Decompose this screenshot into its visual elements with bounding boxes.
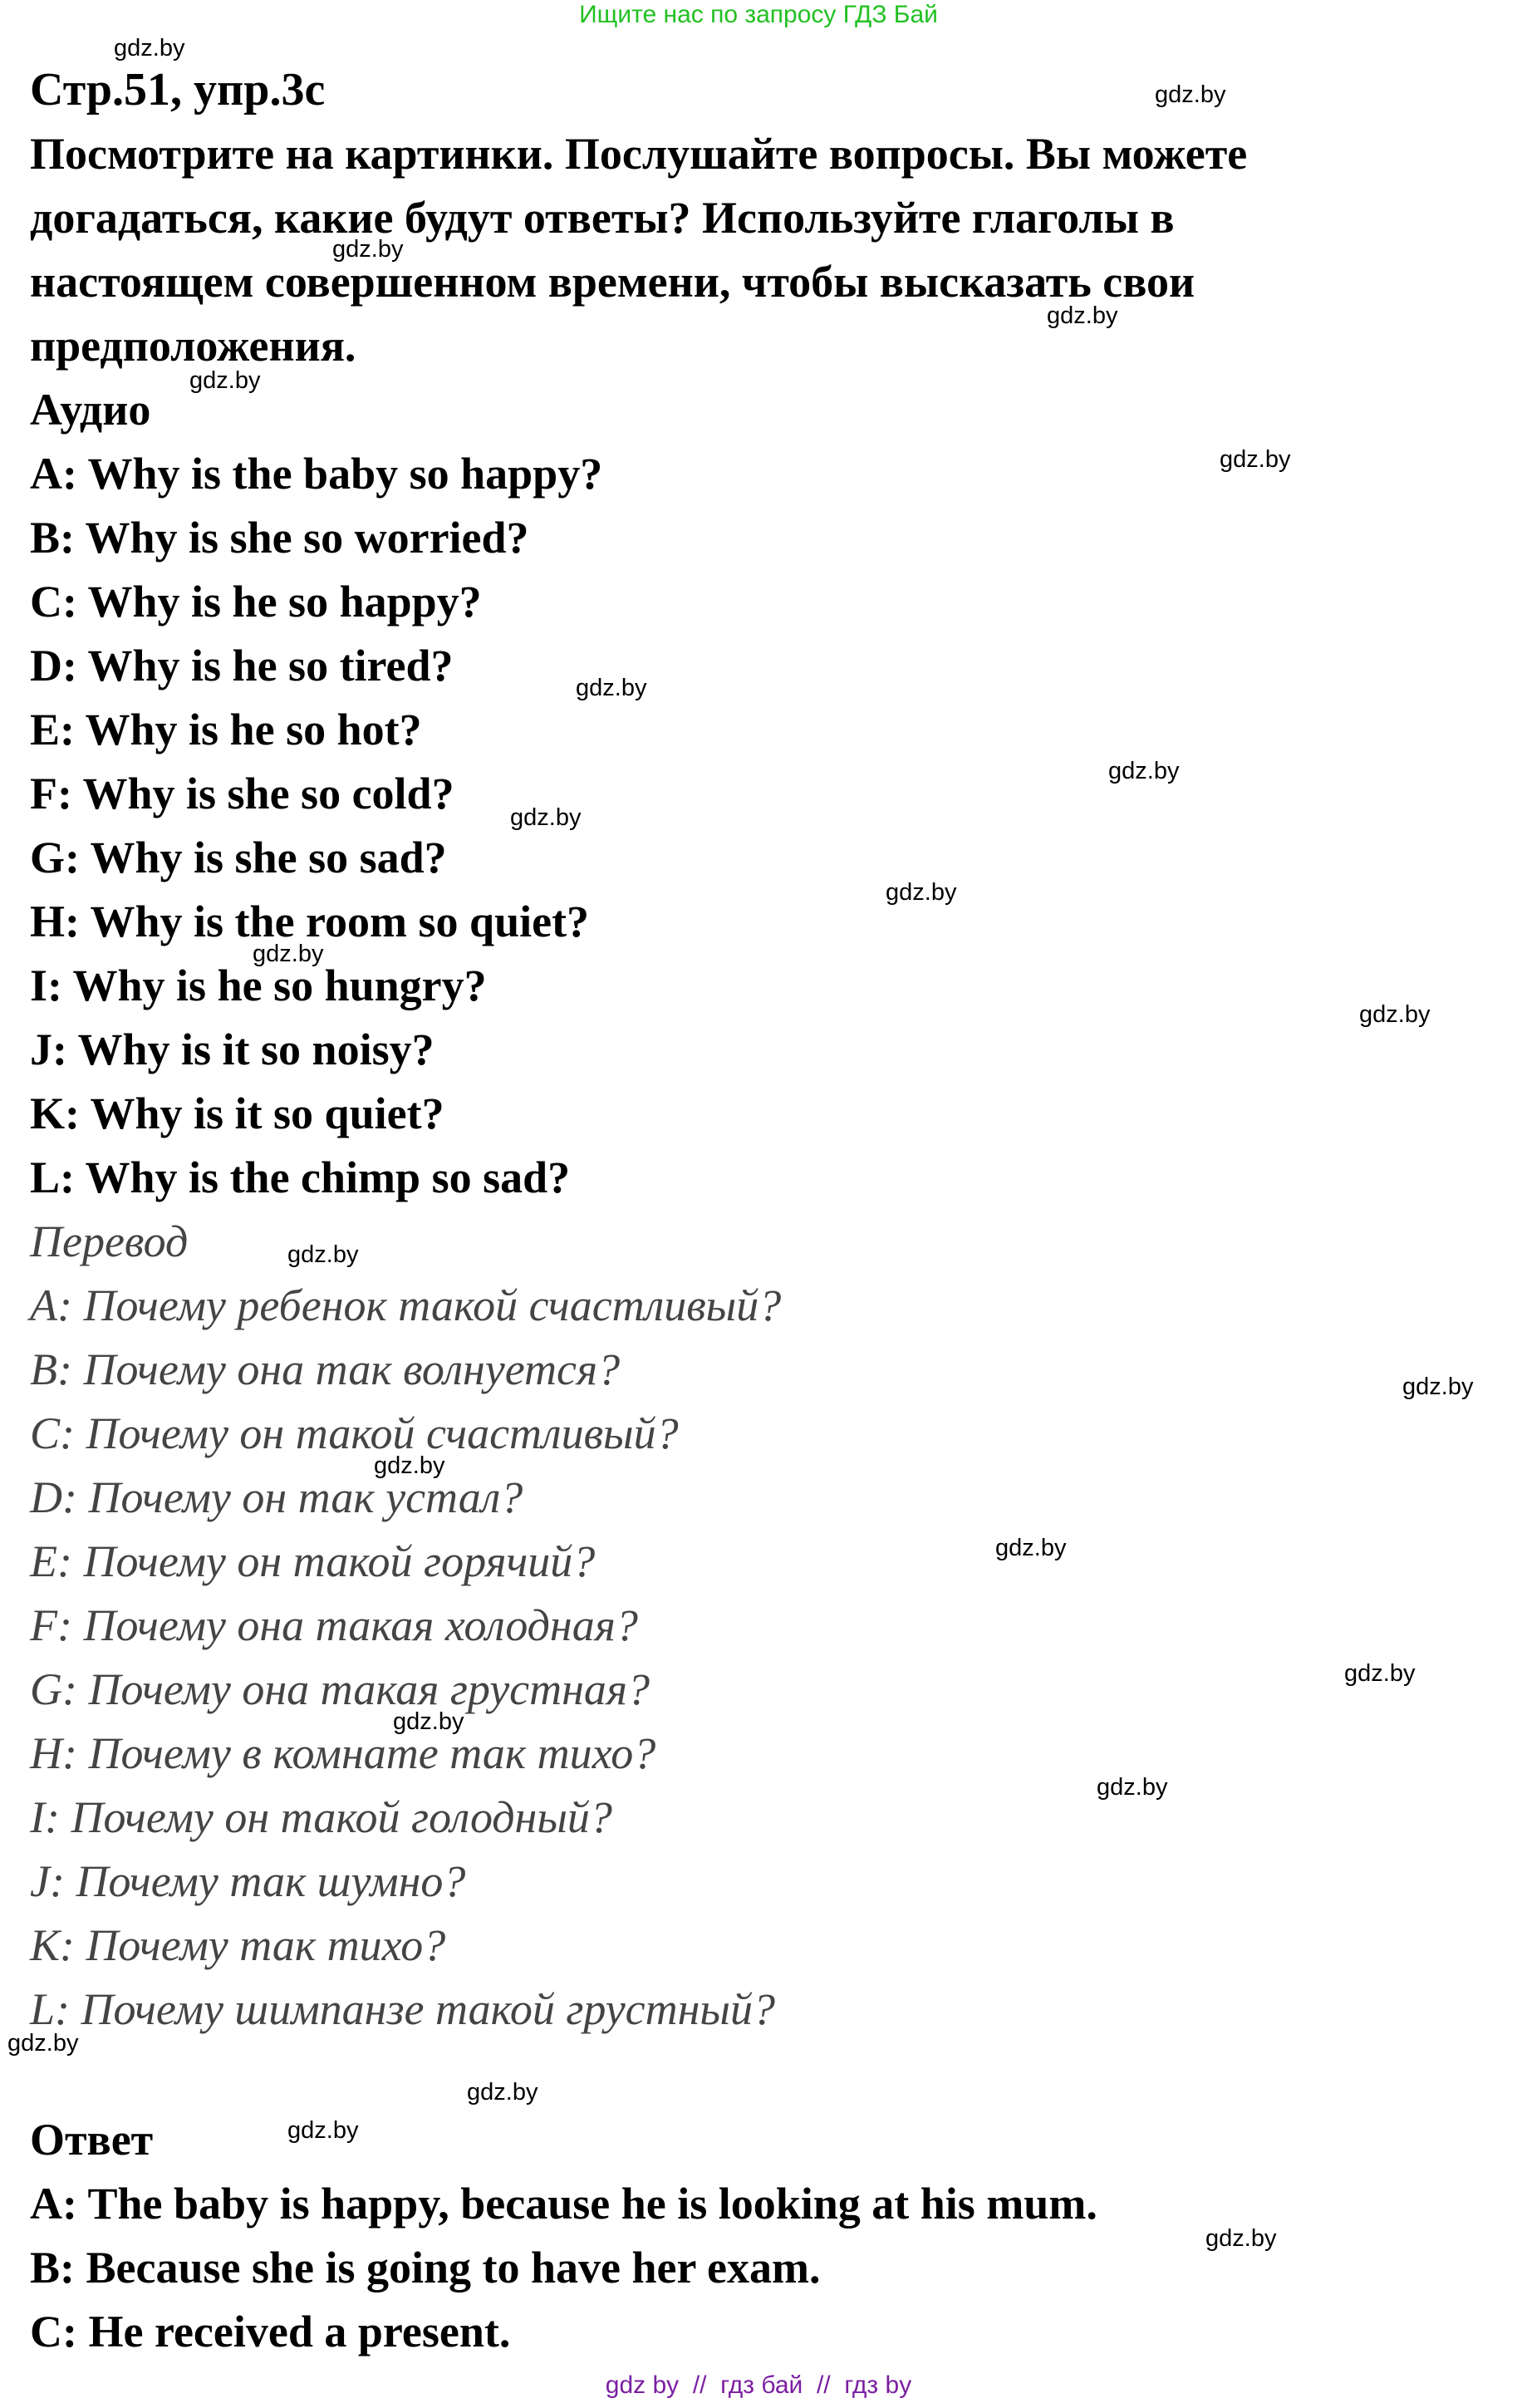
instruction-line: настоящем совершенном времени, чтобы высказать свои (30, 257, 1195, 307)
translation-line: B: Почему она так волнуется? (30, 1344, 621, 1394)
footer-links[interactable]: gdz by // гдз бай // гдз by (605, 2371, 912, 2399)
translation-line: J: Почему так шумно? (30, 1856, 466, 1906)
instruction-line: догадаться, какие будут ответы? Используйте глаголы в (30, 193, 1175, 243)
watermark: gdz.by (995, 1535, 1067, 1561)
audio-line: E: Why is he so hot? (30, 705, 422, 754)
audio-heading: Аудио (30, 385, 151, 435)
watermark: gdz.by (287, 1241, 359, 1268)
watermark: gdz.by (1359, 1001, 1431, 1028)
watermark: gdz.by (7, 2030, 79, 2057)
answer-line: A: The baby is happy, because he is looking at his mum. (30, 2179, 1097, 2229)
watermark: gdz.by (287, 2117, 359, 2144)
watermark: gdz.by (886, 879, 957, 906)
translation-line: К: Почему так тихо? (30, 1920, 446, 1970)
translation-line: A: Почему ребенок такой счастливый? (30, 1280, 782, 1330)
audio-line: J: Why is it so noisy? (30, 1025, 434, 1074)
translation-line: H: Почему в комнате так тихо? (30, 1728, 656, 1778)
translation-line: C: Почему он такой счастливый? (30, 1408, 679, 1458)
watermark: gdz.by (510, 804, 582, 831)
audio-line: C: Why is he so happy? (30, 577, 482, 627)
watermark: gdz.by (1344, 1660, 1416, 1687)
translation-heading: Перевод (30, 1216, 189, 1266)
audio-line: I: Why is he so hungry? (30, 961, 487, 1010)
watermark: gdz.by (467, 2079, 538, 2106)
instruction-line: Посмотрите на картинки. Послушайте вопросы. Вы можете (30, 129, 1248, 179)
translation-line: D: Почему он так устал? (30, 1472, 523, 1522)
watermark: gdz.by (189, 367, 261, 394)
watermark: gdz.by (1097, 1774, 1168, 1801)
watermark: gdz.by (332, 236, 404, 263)
watermark: gdz.by (1402, 1374, 1474, 1400)
audio-line: L: Why is the chimp so sad? (30, 1152, 571, 1202)
audio-line: K: Why is it so quiet? (30, 1089, 444, 1138)
audio-line: F: Why is she so cold? (30, 769, 454, 818)
answer-line: C: He received a present. (30, 2307, 511, 2356)
answer-line: B: Because she is going to have her exam. (30, 2243, 821, 2293)
watermark: gdz.by (253, 941, 324, 967)
watermark: gdz.by (1155, 81, 1226, 108)
translation-line: E: Почему он такой горячий? (30, 1536, 596, 1586)
translation-line: F: Почему она такая холодная? (30, 1600, 638, 1650)
translation-line: G: Почему она такая грустная? (30, 1664, 650, 1714)
watermark: gdz.by (114, 35, 185, 61)
audio-line: B: Why is she so worried? (30, 513, 529, 563)
instruction-line: предположения. (30, 321, 356, 371)
watermark: gdz.by (1205, 2225, 1277, 2252)
watermark: gdz.by (374, 1452, 445, 1479)
answer-heading: Ответ (30, 2115, 154, 2165)
watermark: gdz.by (1047, 302, 1118, 329)
audio-line: A: Why is the baby so happy? (30, 449, 603, 499)
audio-line: H: Why is the room so quiet? (30, 897, 590, 946)
watermark: gdz.by (1108, 758, 1180, 784)
page-title: Стр.51, упр.3с (30, 64, 326, 115)
audio-line: D: Why is he so tired? (30, 641, 454, 690)
watermark: gdz.by (393, 1708, 464, 1735)
watermark: gdz.by (1220, 446, 1291, 473)
translation-line: L: Почему шимпанзе такой грустный? (30, 1984, 775, 2034)
audio-line: G: Why is she so sad? (30, 833, 447, 882)
watermark: gdz.by (576, 675, 647, 701)
translation-line: I: Почему он такой голодный? (30, 1792, 612, 1842)
top-banner[interactable]: Ищите нас по запросу ГДЗ Бай (579, 1, 938, 28)
